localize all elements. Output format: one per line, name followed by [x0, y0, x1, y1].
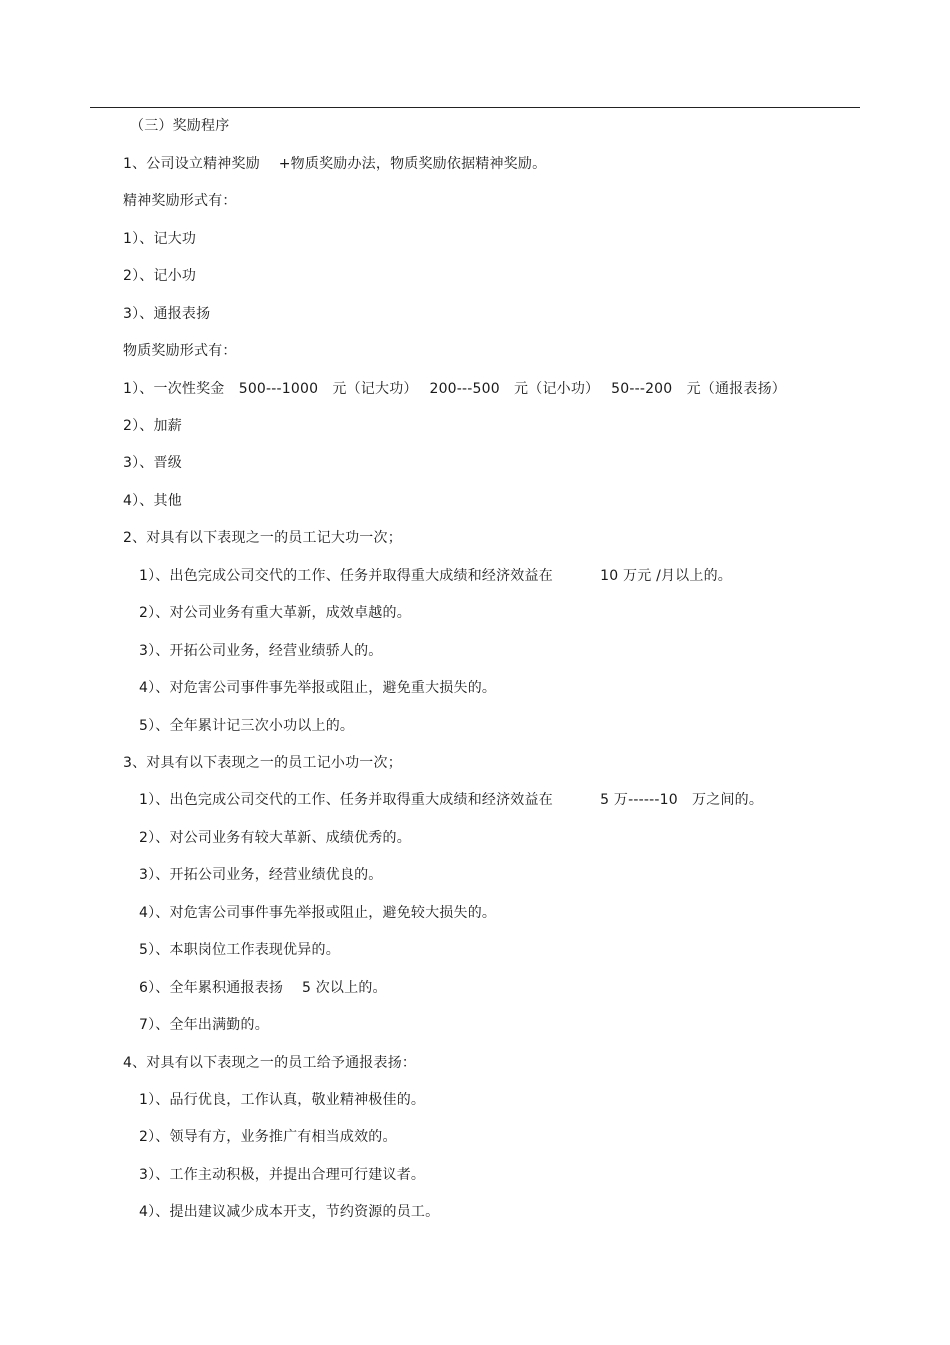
list-item: 4）、提出建议减少成本开支，节约资源的员工。	[139, 1204, 440, 1220]
section-title: （三）奖励程序	[130, 118, 230, 134]
list-item: 4）、其他	[123, 493, 182, 509]
paragraph-line: 1、公司设立精神奖励 +物质奖励办法，物质奖励依据精神奖励。	[123, 156, 547, 172]
list-item: 2）、对公司业务有较大革新、成绩优秀的。	[139, 830, 411, 846]
list-item: 3）、晋级	[123, 455, 182, 471]
list-item: 3）、开拓公司业务，经营业绩优良的。	[139, 867, 383, 883]
list-item: 5）、全年累计记三次小功以上的。	[139, 718, 355, 734]
list-item: 3）、开拓公司业务，经营业绩骄人的。	[139, 643, 383, 659]
list-item: 1）、一次性奖金 500---1000 元（记大功） 200---500 元（记小功） 50---200 元（通报表扬）	[123, 381, 787, 397]
list-item: 4）、对危害公司事件事先举报或阻止，避免较大损失的。	[139, 905, 497, 921]
list-item: 7）、全年出满勤的。	[139, 1017, 269, 1033]
header-rule	[90, 107, 860, 108]
paragraph-line: 3、对具有以下表现之一的员工记小功一次；	[123, 755, 402, 771]
list-item: 2）、对公司业务有重大革新，成效卓越的。	[139, 605, 411, 621]
list-item: 4）、对危害公司事件事先举报或阻止，避免重大损失的。	[139, 680, 497, 696]
list-item: 2）、加薪	[123, 418, 182, 434]
list-item: 6）、全年累积通报表扬 5 次以上的。	[139, 980, 387, 996]
list-item: 2）、记小功	[123, 268, 197, 284]
list-item: 1）、品行优良，工作认真，敬业精神极佳的。	[139, 1092, 426, 1108]
list-item: 1）、出色完成公司交代的工作、任务并取得重大成绩和经济效益在 10 万元 /月以上的。	[139, 568, 732, 584]
paragraph-line: 4、对具有以下表现之一的员工给予通报表扬：	[123, 1055, 417, 1071]
list-item: 3）、通报表扬	[123, 306, 211, 322]
paragraph-line: 2、对具有以下表现之一的员工记大功一次；	[123, 530, 402, 546]
list-item: 1）、出色完成公司交代的工作、任务并取得重大成绩和经济效益在 5 万------10 万之间的。	[139, 792, 764, 808]
list-item: 5）、本职岗位工作表现优异的。	[139, 942, 340, 958]
paragraph-line: 精神奖励形式有：	[123, 193, 237, 209]
list-item: 1）、记大功	[123, 231, 197, 247]
list-item: 2）、领导有方，业务推广有相当成效的。	[139, 1129, 397, 1145]
list-item: 3）、工作主动积极，并提出合理可行建议者。	[139, 1167, 426, 1183]
paragraph-line: 物质奖励形式有：	[123, 343, 237, 359]
